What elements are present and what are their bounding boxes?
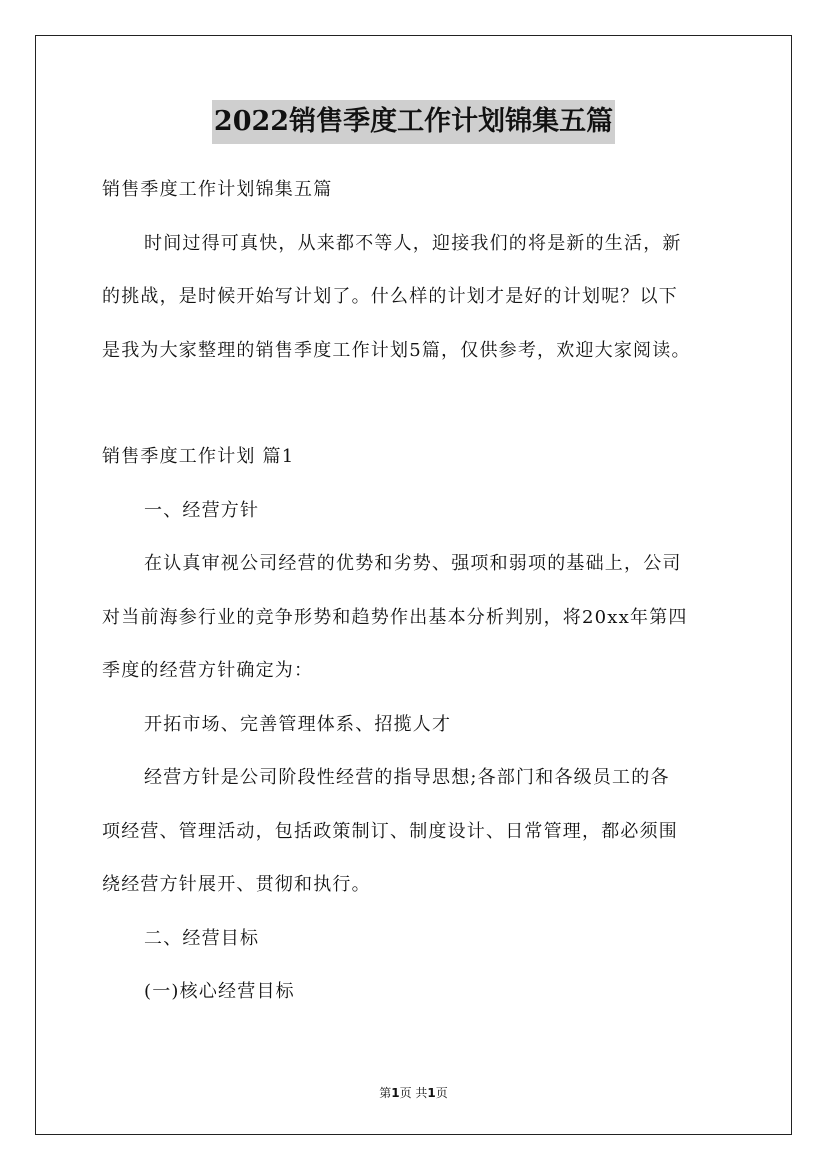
footer-mid: 页 共 [399, 1086, 428, 1100]
paragraph-line: 绕经营方针展开、贯彻和执行。 [102, 874, 371, 895]
footer-suffix: 页 [435, 1086, 448, 1100]
paragraph-line: 开拓市场、完善管理体系、招揽人才 [144, 713, 452, 735]
subsection-heading: (一)核心经营目标 [144, 981, 295, 1002]
document-title-container [0, 100, 827, 144]
paragraph-line: 季度的经营方针确定为： [102, 660, 314, 681]
paragraph-line: 时间过得可真快，从来都不等人，迎接我们的将是新的生活，新 [144, 232, 682, 254]
footer-page-total: 1 [427, 1086, 436, 1100]
paragraph-line: 是我为大家整理的销售季度工作计划5篇，仅供参考，欢迎大家阅读。 [102, 339, 691, 361]
footer-page-number: 1 [391, 1086, 400, 1100]
subsection-heading: 一、经营方针 [144, 499, 260, 521]
footer-prefix: 第 [379, 1086, 392, 1100]
paragraph-line: 对当前海参行业的竞争形势和趋势作出基本分析判别，将20xx年第四 [102, 606, 688, 628]
document-body [102, 163, 742, 1019]
document-title: 2022销售季度工作计划锦集五篇 [212, 100, 615, 144]
subsection-heading: 二、经营目标 [144, 927, 260, 949]
paragraph-line: 经营方针是公司阶段性经营的指导思想;各部门和各级员工的各 [144, 767, 670, 788]
paragraph-line: 在认真审视公司经营的优势和劣势、强项和弱项的基础上，公司 [144, 553, 682, 574]
paragraph-line: 销售季度工作计划锦集五篇 [102, 179, 333, 200]
paragraph-line: 项经营、管理活动，包括政策制订、制度设计、日常管理，都必须围 [102, 820, 678, 842]
section-heading: 销售季度工作计划 篇1 [102, 446, 295, 467]
paragraph-line: 的挑战，是时候开始写计划了。什么样的计划才是好的计划呢？以下 [102, 286, 678, 307]
paragraph-gap [102, 377, 742, 430]
page-footer [0, 1084, 827, 1101]
